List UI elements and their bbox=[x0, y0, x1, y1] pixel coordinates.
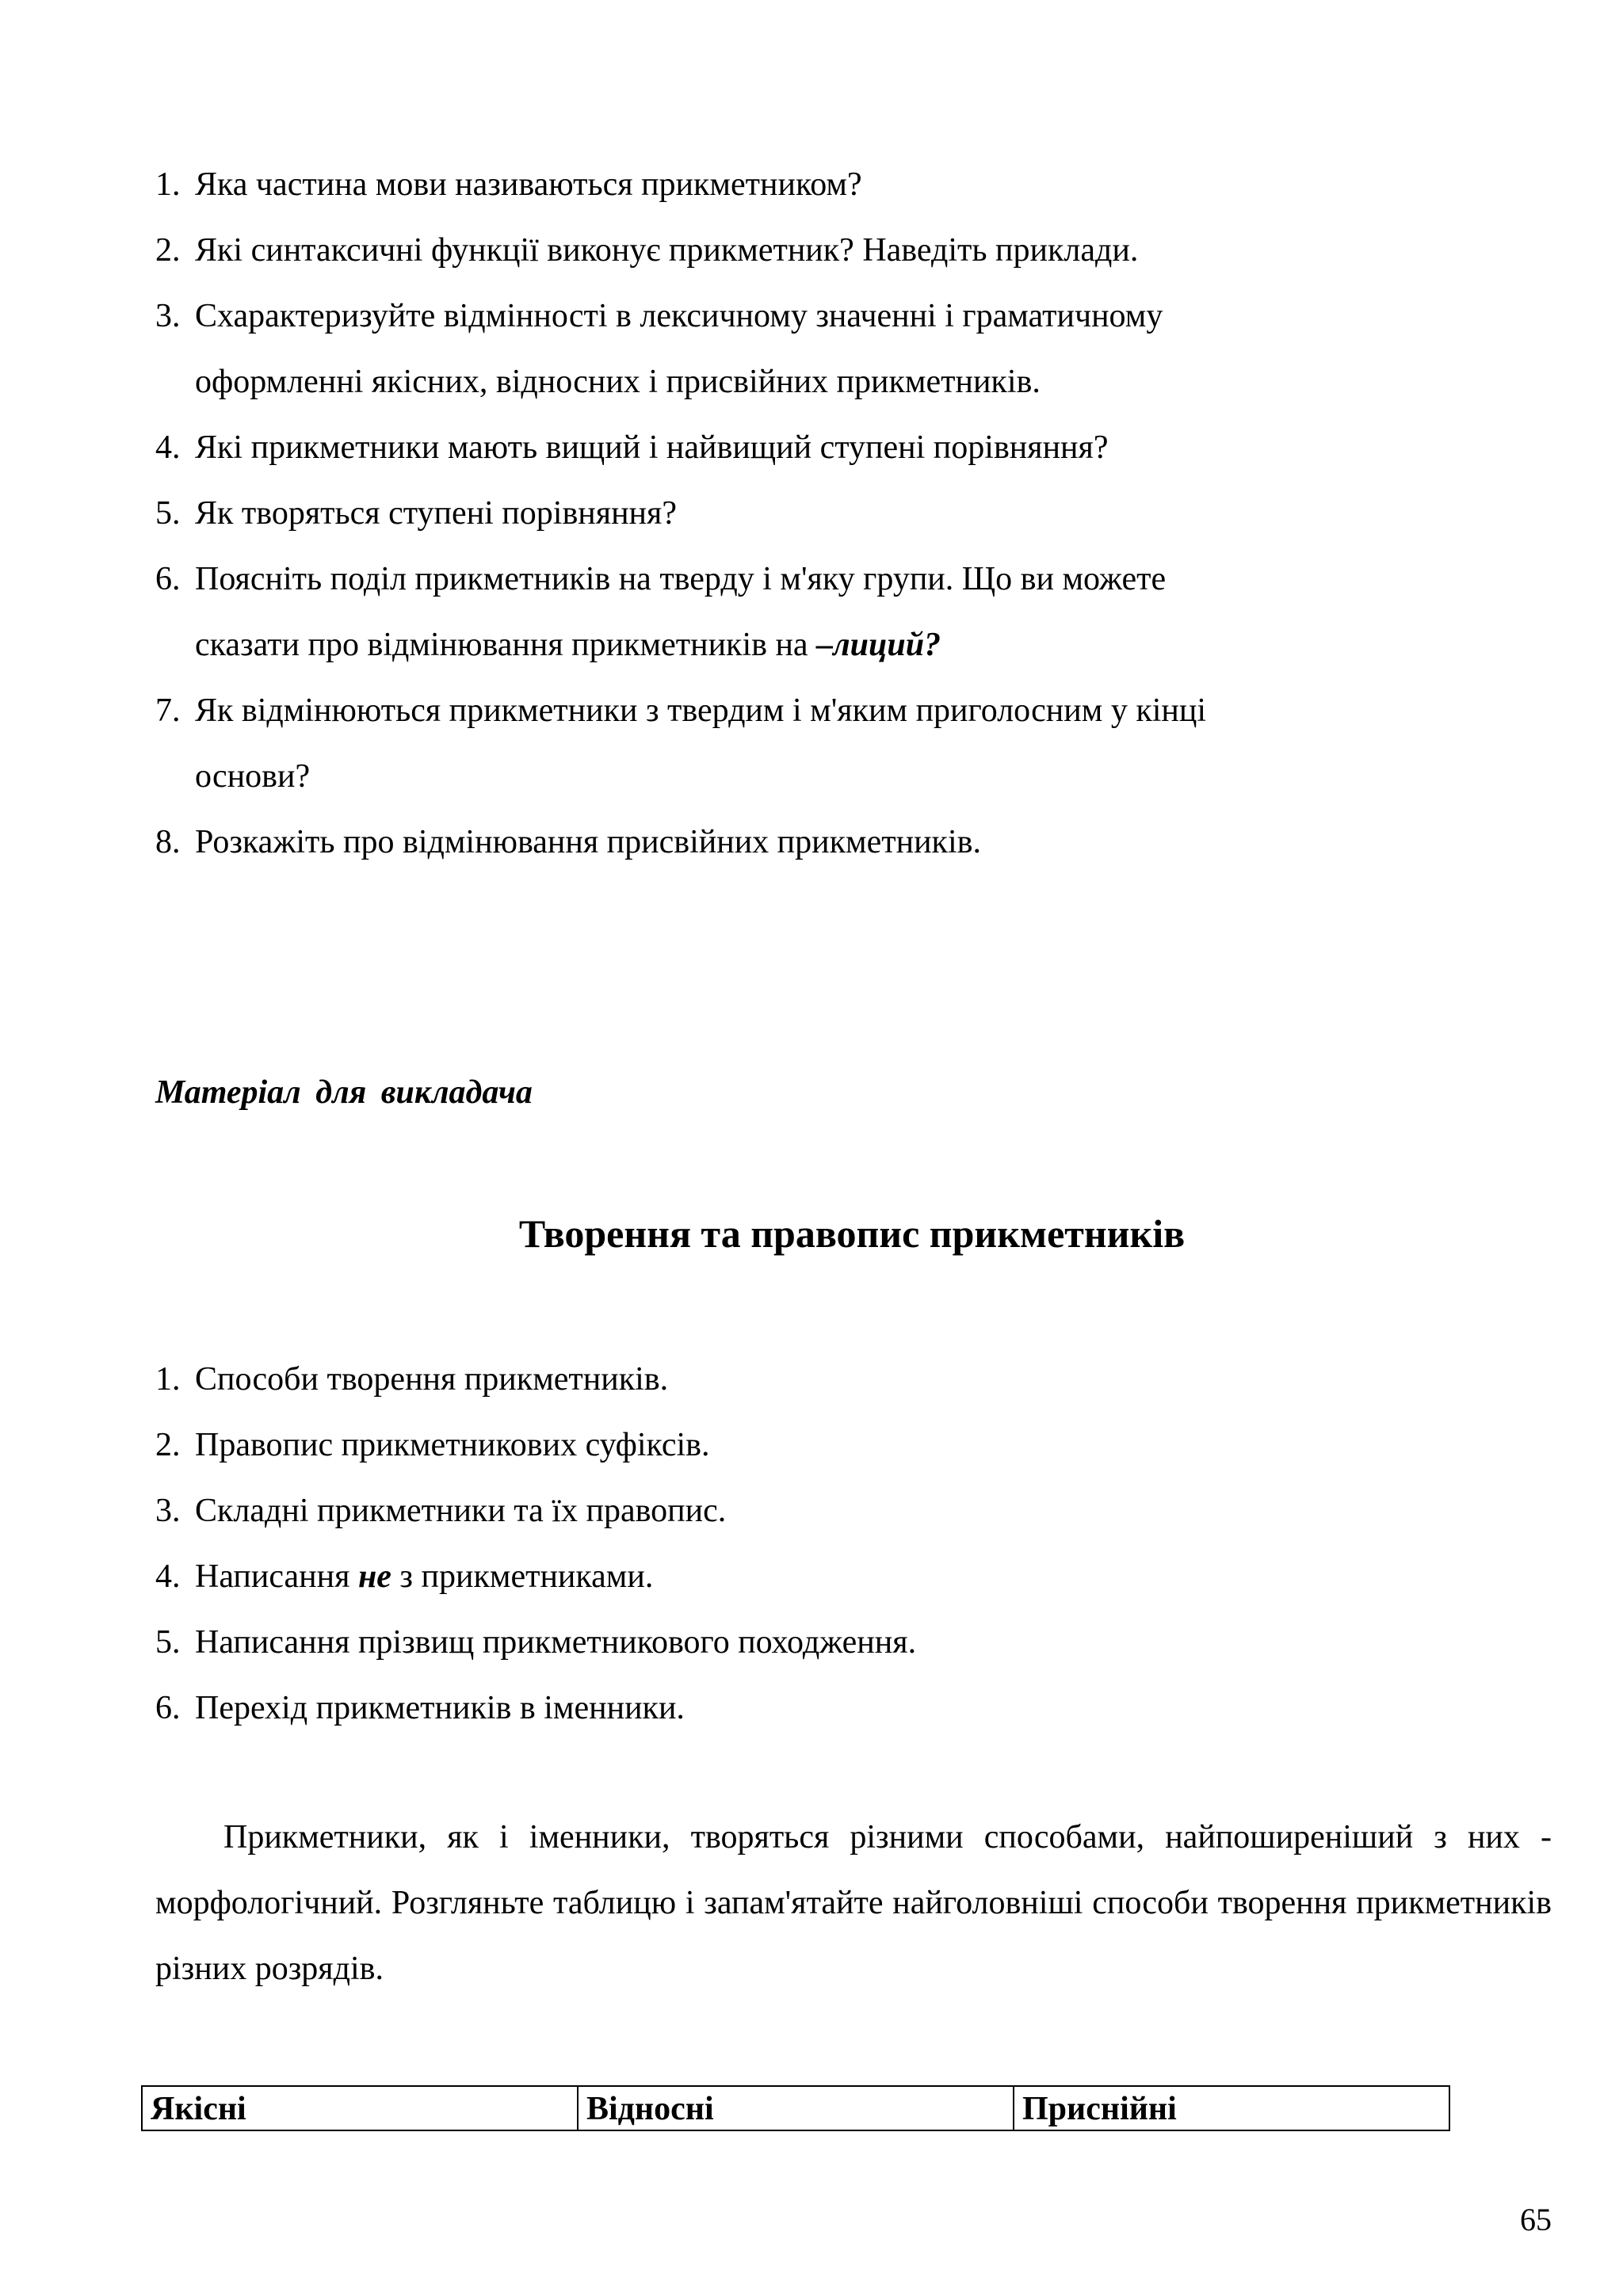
question-item bbox=[155, 547, 1503, 678]
question-number: 4. bbox=[155, 429, 181, 466]
question-item bbox=[155, 810, 1503, 875]
table-header-possessive: Приснійні bbox=[1014, 2086, 1449, 2130]
question-item bbox=[155, 678, 1503, 810]
table-header-qualitative: Якісні bbox=[142, 2086, 578, 2130]
question-text: Розкажіть про відмінювання присвійних прикметників. bbox=[195, 824, 981, 860]
review-questions-list bbox=[155, 152, 1503, 875]
plan-number: 3. bbox=[155, 1493, 181, 1529]
table-header-relative: Відносні bbox=[578, 2086, 1014, 2130]
plan-item bbox=[155, 1413, 1503, 1478]
plan-number: 6. bbox=[155, 1690, 181, 1726]
question-item bbox=[155, 481, 1503, 547]
adjective-types-table bbox=[141, 2085, 1450, 2131]
question-text-continuation: основи? bbox=[195, 758, 311, 795]
plan-item bbox=[155, 1544, 1503, 1610]
question-text-continuation bbox=[195, 612, 1503, 678]
question-number: 3. bbox=[155, 298, 181, 334]
question-number: 6. bbox=[155, 561, 181, 597]
plan-number: 4. bbox=[155, 1558, 181, 1595]
question-text: Які синтаксичні функції виконує прикметник? Наведіть приклади. bbox=[195, 232, 1139, 269]
question-text-continuation: оформленні якісних, відносних і присвійних прикметників. bbox=[195, 364, 1041, 400]
plan-item bbox=[155, 1676, 1503, 1741]
plan-text: Перехід прикметників в іменники. bbox=[195, 1690, 685, 1726]
plan-text-prefix: Написання bbox=[195, 1558, 358, 1595]
question-text: Як творяться ступені порівняння? bbox=[195, 495, 677, 532]
question-number: 5. bbox=[155, 495, 181, 532]
question-text: Схарактеризуйте відмінності в лексичному значенні і граматичному bbox=[195, 298, 1163, 334]
emphasized-suffix: –лиций? bbox=[816, 627, 941, 663]
body-paragraph: Прикметники, як і іменники, творяться різними способами, найпоширеніший з них - морфологічний. Розгляньте таблицю і запам'ятайте найголовніші способи творення прикметників різних розрядів. bbox=[155, 1819, 1552, 1987]
plan-text-suffix: з прикметниками. bbox=[391, 1558, 654, 1595]
plan-text: Складні прикметники та їх правопис. bbox=[195, 1493, 727, 1529]
plan-item bbox=[155, 1347, 1503, 1413]
lesson-plan-list bbox=[155, 1347, 1503, 1741]
question-item bbox=[155, 284, 1503, 415]
plan-number: 2. bbox=[155, 1427, 181, 1463]
page-number: 65 bbox=[1520, 2202, 1552, 2237]
question-number: 7. bbox=[155, 692, 181, 729]
plan-item bbox=[155, 1478, 1503, 1544]
plan-item bbox=[155, 1610, 1503, 1676]
plan-text: Написання прізвищ прикметникового походження. bbox=[195, 1624, 917, 1661]
question-item bbox=[155, 152, 1503, 218]
question-text: Як відмінюються прикметники з твердим і м'яким приголосним у кінці bbox=[195, 692, 1207, 729]
question-number: 8. bbox=[155, 824, 181, 860]
plan-text bbox=[195, 1544, 1503, 1610]
question-number: 2. bbox=[155, 232, 181, 269]
section-title: Творення та правопис прикметників bbox=[518, 1211, 1186, 1256]
table-header-row bbox=[142, 2086, 1449, 2130]
plan-number: 5. bbox=[155, 1624, 181, 1661]
plan-number: 1. bbox=[155, 1361, 181, 1398]
question-number: 1. bbox=[155, 166, 181, 203]
emphasized-particle: не bbox=[357, 1558, 391, 1595]
question-text: Яка частина мови називаються прикметником? bbox=[195, 166, 862, 203]
question-text: Які прикметники мають вищий і найвищий ступені порівняння? bbox=[195, 429, 1109, 466]
question-item bbox=[155, 415, 1503, 481]
question-text-prefix: сказати про відмінювання прикметників на bbox=[195, 627, 817, 663]
question-text: Поясніть поділ прикметників на тверду і м'яку групи. Що ви можете bbox=[195, 561, 1167, 597]
material-label: Матеріал для викладача bbox=[155, 1074, 533, 1111]
question-item bbox=[155, 218, 1503, 284]
plan-text: Правопис прикметникових суфіксів. bbox=[195, 1427, 710, 1463]
plan-text: Способи творення прикметників. bbox=[195, 1361, 669, 1398]
